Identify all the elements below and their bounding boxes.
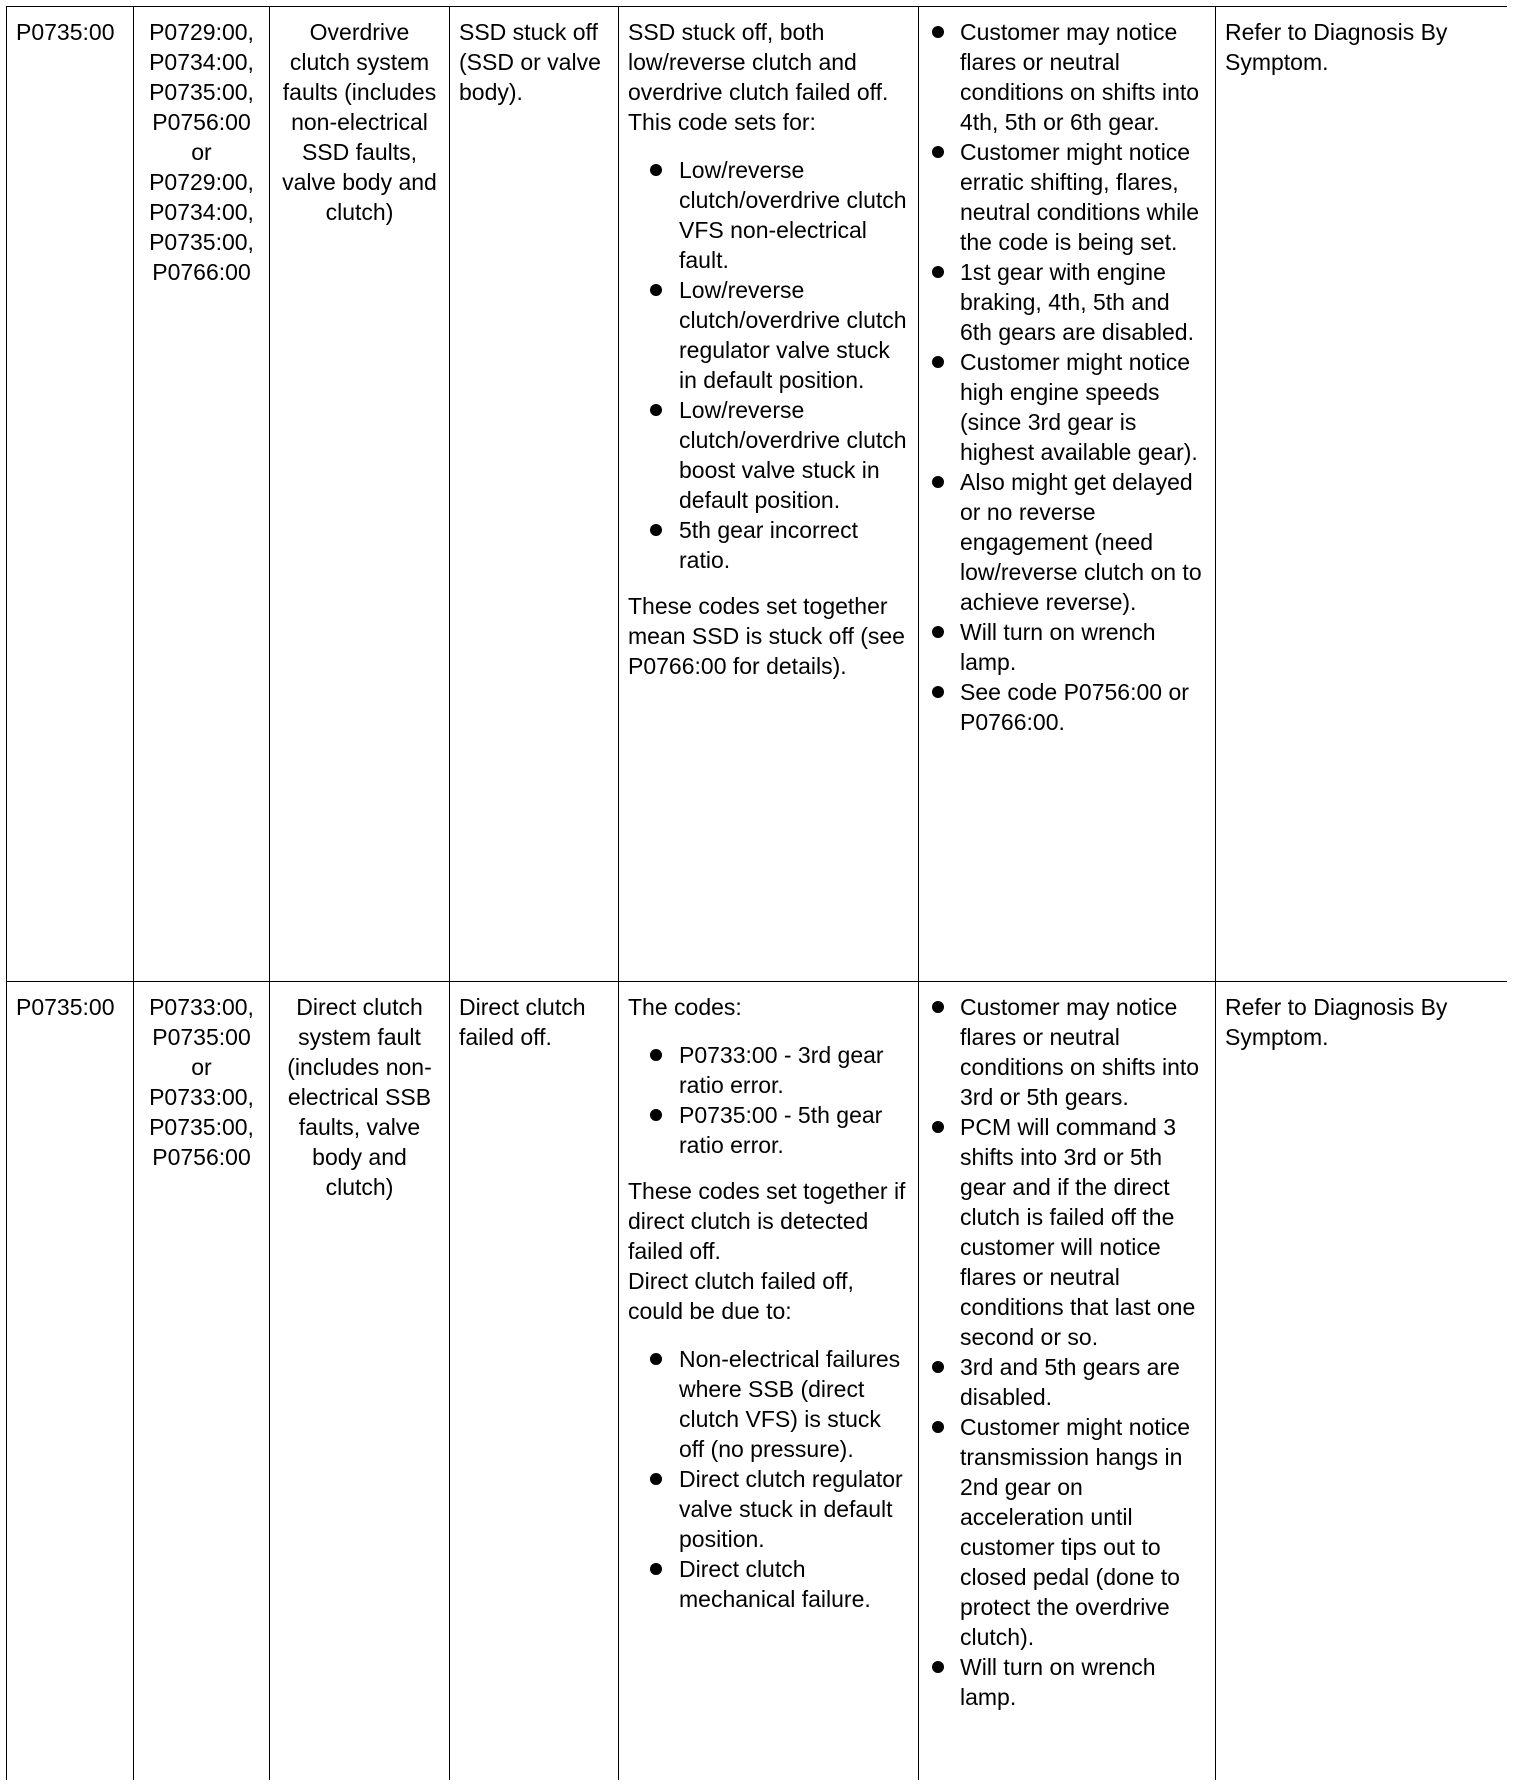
list-item: 3rd and 5th gears are disabled. xyxy=(928,1352,1206,1412)
list-item: Non-electrical failures where SSB (direct clutch VFS) is stuck off (no pressure). xyxy=(646,1344,909,1464)
list-item: 1st gear with engine braking, 4th, 5th and 6th gears are disabled. xyxy=(928,257,1206,347)
table-row xyxy=(7,7,1508,982)
code-line: or xyxy=(191,139,212,165)
condition-cell: SSD stuck off (SSD or valve body). xyxy=(450,7,619,982)
list-item: Also might get delayed or no reverse engagement (need low/reverse clutch on to achieve reverse). xyxy=(928,467,1206,617)
code-line: P0735:00 xyxy=(152,1024,251,1050)
code-line: P0733:00, xyxy=(149,1084,254,1110)
code-line: P0729:00, xyxy=(149,169,254,195)
list-item: Direct clutch mechanical failure. xyxy=(646,1554,909,1614)
list-item: See code P0756:00 or P0766:00. xyxy=(928,677,1206,737)
cause-list xyxy=(646,1344,909,1614)
code-line: P0733:00, xyxy=(149,994,254,1020)
dtc-table-page xyxy=(6,6,1507,1780)
codes-cell xyxy=(134,7,270,982)
code-line: P0735:00, xyxy=(149,229,254,255)
description-list xyxy=(646,1040,909,1160)
list-item: Low/reverse clutch/overdrive clutch regulator valve stuck in default position. xyxy=(646,275,909,395)
symptoms-cell xyxy=(919,982,1216,1781)
system-cell: Direct clutch system fault (includes non-electrical SSB faults, valve body and clutch) xyxy=(270,982,450,1781)
description-intro: SSD stuck off, both low/reverse clutch and overdrive clutch failed off. This code sets for: xyxy=(628,19,889,135)
list-item: Low/reverse clutch/overdrive clutch boost valve stuck in default position. xyxy=(646,395,909,515)
action-cell: Refer to Diagnosis By Symptom. xyxy=(1216,982,1508,1781)
list-item: P0733:00 - 3rd gear ratio error. xyxy=(646,1040,909,1100)
list-item: Low/reverse clutch/overdrive clutch VFS non-electrical fault. xyxy=(646,155,909,275)
list-item: 5th gear incorrect ratio. xyxy=(646,515,909,575)
description-cell xyxy=(619,7,919,982)
description-note: These codes set together mean SSD is stuck off (see P0766:00 for details). xyxy=(628,593,905,679)
code-line: P0735:00, xyxy=(149,1114,254,1140)
list-item: Customer may notice flares or neutral conditions on shifts into 3rd or 5th gears. xyxy=(928,992,1206,1112)
symptoms-cell xyxy=(919,7,1216,982)
code-line: or xyxy=(191,1054,212,1080)
list-item: Customer might notice transmission hangs in 2nd gear on acceleration until customer tips out to closed pedal (done to protect the overdrive clutch). xyxy=(928,1412,1206,1652)
codes-cell xyxy=(134,982,270,1781)
list-item: PCM will command 3 shifts into 3rd or 5th gear and if the direct clutch is failed off the customer will notice flares or neutral conditions that last one second or so. xyxy=(928,1112,1206,1352)
description-list xyxy=(646,155,909,575)
dtc-cell: P0735:00 xyxy=(7,982,134,1781)
list-item: Customer may notice flares or neutral conditions on shifts into 4th, 5th or 6th gear. xyxy=(928,17,1206,137)
description-cause-intro: Direct clutch failed off, could be due to: xyxy=(628,1268,854,1324)
code-line: P0729:00, xyxy=(149,19,254,45)
table-row xyxy=(7,982,1508,1781)
action-cell: Refer to Diagnosis By Symptom. xyxy=(1216,7,1508,982)
code-line: P0756:00 xyxy=(152,109,251,135)
system-cell: Overdrive clutch system faults (includes non-electrical SSD faults, valve body and clutch) xyxy=(270,7,450,982)
description-intro: The codes: xyxy=(628,994,742,1020)
code-line: P0734:00, xyxy=(149,199,254,225)
list-item: Direct clutch regulator valve stuck in default position. xyxy=(646,1464,909,1554)
condition-cell: Direct clutch failed off. xyxy=(450,982,619,1781)
list-item: P0735:00 - 5th gear ratio error. xyxy=(646,1100,909,1160)
dtc-cell: P0735:00 xyxy=(7,7,134,982)
description-cell xyxy=(619,982,919,1781)
list-item: Will turn on wrench lamp. xyxy=(928,617,1206,677)
list-item: Will turn on wrench lamp. xyxy=(928,1652,1206,1712)
code-line: P0766:00 xyxy=(152,259,251,285)
code-line: P0734:00, xyxy=(149,49,254,75)
code-line: P0735:00, xyxy=(149,79,254,105)
code-line: P0756:00 xyxy=(152,1144,251,1170)
dtc-table xyxy=(6,6,1507,1780)
list-item: Customer might notice high engine speeds (since 3rd gear is highest available gear). xyxy=(928,347,1206,467)
symptoms-list xyxy=(928,17,1206,737)
list-item: Customer might notice erratic shifting, flares, neutral conditions while the code is being set. xyxy=(928,137,1206,257)
symptoms-list xyxy=(928,992,1206,1712)
description-note: These codes set together if direct clutch is detected failed off. xyxy=(628,1178,906,1264)
